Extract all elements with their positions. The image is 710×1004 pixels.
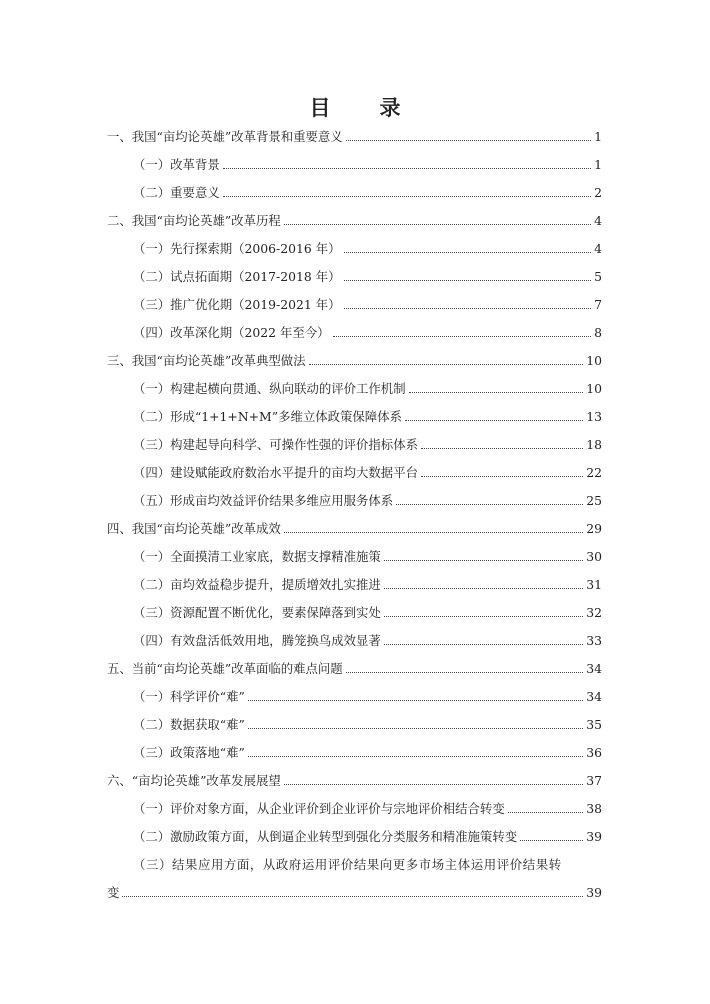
toc-page-number: 2 <box>594 185 602 200</box>
toc-subsection-3-3[interactable] <box>133 437 602 453</box>
toc-page-number: 30 <box>586 549 602 564</box>
toc-leader-dots <box>508 812 584 813</box>
toc-leader-dots <box>346 140 591 141</box>
toc-subsection-2-2[interactable] <box>133 269 602 285</box>
toc-leader-dots <box>223 196 591 197</box>
toc-entry-text: （三）资源配置不断优化，要素保障落到实处 <box>133 605 381 620</box>
toc-entry-text: （四）改革深化期（2022 年至今） <box>133 325 330 340</box>
toc-entry-text: （一）科学评价“难” <box>133 689 245 704</box>
toc-leader-dots <box>409 392 584 393</box>
toc-entry-text: （二）激励政策方面，从倒逼企业转型到强化分类服务和精准施策转变 <box>133 829 518 844</box>
toc-subsection-3-5[interactable] <box>133 493 602 509</box>
toc-entry-text: （二）数据获取“难” <box>133 717 245 732</box>
toc-page-number: 18 <box>586 437 602 452</box>
toc-page-number: 1 <box>594 129 602 144</box>
toc-page-number: 34 <box>586 689 602 704</box>
toc-page-number: 32 <box>586 605 602 620</box>
toc-leader-dots <box>384 616 583 617</box>
toc-entry-text: （四）建设赋能政府数治水平提升的亩均大数据平台 <box>133 465 418 480</box>
toc-leader-dots <box>384 560 583 561</box>
toc-page-number: 10 <box>586 353 602 368</box>
toc-leader-dots <box>248 700 583 701</box>
toc-subsection-5-2[interactable] <box>133 717 602 733</box>
toc-entry-text: 一、我国“亩均论英雄”改革背景和重要意义 <box>107 129 343 144</box>
toc-page-number: 7 <box>594 297 602 312</box>
toc-page-number: 29 <box>586 521 602 536</box>
toc-leader-dots <box>520 840 583 841</box>
toc-leader-dots <box>346 672 584 673</box>
toc-entry-text: （二）重要意义 <box>133 185 220 200</box>
toc-subsection-2-1[interactable] <box>133 241 602 257</box>
toc-subsection-1-2[interactable] <box>133 185 602 201</box>
toc-entry-text: （二）亩均效益稳步提升，提质增效扎实推进 <box>133 577 381 592</box>
toc-subsection-5-1[interactable] <box>133 689 602 705</box>
toc-entry-text: （三）政策落地“难” <box>133 745 245 760</box>
toc-entry-text: （二）形成“1+1+N+M”多维立体政策保障体系 <box>133 409 402 424</box>
toc-page-number: 37 <box>586 773 602 788</box>
toc-subsection-3-4[interactable] <box>133 465 602 481</box>
toc-subsection-3-1[interactable] <box>133 381 602 397</box>
page-title: 目 录 <box>309 96 415 120</box>
toc-subsection-4-3[interactable] <box>133 605 602 621</box>
toc-leader-dots <box>344 252 592 253</box>
toc-section-5[interactable] <box>107 661 602 677</box>
toc-page-number: 8 <box>594 325 602 340</box>
toc-entry-text: （五）形成亩均效益评价结果多维应用服务体系 <box>133 493 394 508</box>
toc-subsection-3-2[interactable] <box>133 409 602 425</box>
toc-leader-dots <box>384 644 583 645</box>
toc-leader-dots <box>421 476 583 477</box>
toc-section-2[interactable] <box>107 213 602 229</box>
toc-entry-text: 四、我国“亩均论英雄”改革成效 <box>107 521 281 536</box>
toc-entry-text: （一）构建起横向贯通、纵向联动的评价工作机制 <box>133 381 406 396</box>
toc-subsection-4-1[interactable] <box>133 549 602 565</box>
toc-entry-text: （一）评价对象方面，从企业评价到企业评价与宗地评价相结合转变 <box>133 801 505 816</box>
toc-leader-dots <box>248 756 583 757</box>
toc-page-number: 25 <box>586 493 602 508</box>
toc-entry-text: （一）全面摸清工业家底，数据支撑精准施策 <box>133 549 381 564</box>
toc-subsection-6-3[interactable] <box>107 885 602 901</box>
toc-page-number: 4 <box>594 213 602 228</box>
toc-page-number: 38 <box>586 801 602 816</box>
toc-section-1[interactable] <box>107 129 602 145</box>
toc-page-number: 31 <box>586 577 602 592</box>
toc-leader-dots <box>248 728 583 729</box>
toc-leader-dots <box>344 308 592 309</box>
toc-entry-text: （三）构建起导向科学、可操作性强的评价指标体系 <box>133 437 418 452</box>
toc-entry-text: 六、“亩均论英雄”改革发展展望 <box>107 773 281 788</box>
toc-leader-dots <box>405 420 583 421</box>
toc-leader-dots <box>122 896 583 897</box>
toc-page-number: 1 <box>594 157 602 172</box>
toc-entry-text: （四）有效盘活低效用地，腾笼换鸟成效显著 <box>133 633 381 648</box>
toc-page-number: 39 <box>586 829 602 844</box>
toc-page-number: 39 <box>586 885 602 900</box>
toc-page-number: 35 <box>586 717 602 732</box>
toc-subsection-1-1[interactable] <box>133 157 602 173</box>
toc-page-number: 22 <box>586 465 602 480</box>
toc-section-4[interactable] <box>107 521 602 537</box>
toc-subsection-2-3[interactable] <box>133 297 602 313</box>
toc-leader-dots <box>284 532 583 533</box>
toc-leader-dots <box>344 280 592 281</box>
toc-leader-dots <box>421 448 583 449</box>
toc-leader-dots <box>333 336 592 337</box>
toc-leader-dots <box>384 588 583 589</box>
toc-subsection-2-4[interactable] <box>133 325 602 341</box>
toc-subsection-4-4[interactable] <box>133 633 602 649</box>
toc-subsection-6-1[interactable] <box>133 801 602 817</box>
toc-entry-text: 变 <box>107 885 120 900</box>
toc-page-number: 4 <box>594 241 602 256</box>
toc-entry-text: 二、我国“亩均论英雄”改革历程 <box>107 213 281 228</box>
toc-leader-dots <box>309 364 584 365</box>
toc-leader-dots <box>396 504 583 505</box>
toc-entry-text: （二）试点拓面期（2017-2018 年） <box>133 269 341 284</box>
toc-section-6[interactable] <box>107 773 602 789</box>
toc-page-number: 34 <box>586 661 602 676</box>
toc-entry-text: 五、当前“亩均论英雄”改革面临的难点问题 <box>107 661 343 676</box>
toc-subsection-4-2[interactable] <box>133 577 602 593</box>
toc-leader-dots <box>284 224 591 225</box>
toc-page-number: 5 <box>594 269 602 284</box>
toc-entry-text: （三）推广优化期（2019-2021 年） <box>133 297 341 312</box>
toc-page-number: 10 <box>586 381 602 396</box>
toc-entry-text: （一）改革背景 <box>133 157 220 172</box>
toc-entry-text: 三、我国“亩均论英雄”改革典型做法 <box>107 353 306 368</box>
toc-leader-dots <box>223 168 591 169</box>
toc-page-number: 36 <box>586 745 602 760</box>
toc-page-number: 13 <box>586 409 602 424</box>
toc-subsection-6-3-line1[interactable]: （三）结果应用方面，从政府运用评价结果向更多市场主体运用评价结果转 <box>133 857 562 872</box>
toc-page-number: 33 <box>586 633 602 648</box>
toc-subsection-6-2[interactable] <box>133 829 602 845</box>
toc-entry-text: （一）先行探索期（2006-2016 年） <box>133 241 341 256</box>
toc-section-3[interactable] <box>107 353 602 369</box>
toc-subsection-5-3[interactable] <box>133 745 602 761</box>
toc-leader-dots <box>284 784 583 785</box>
